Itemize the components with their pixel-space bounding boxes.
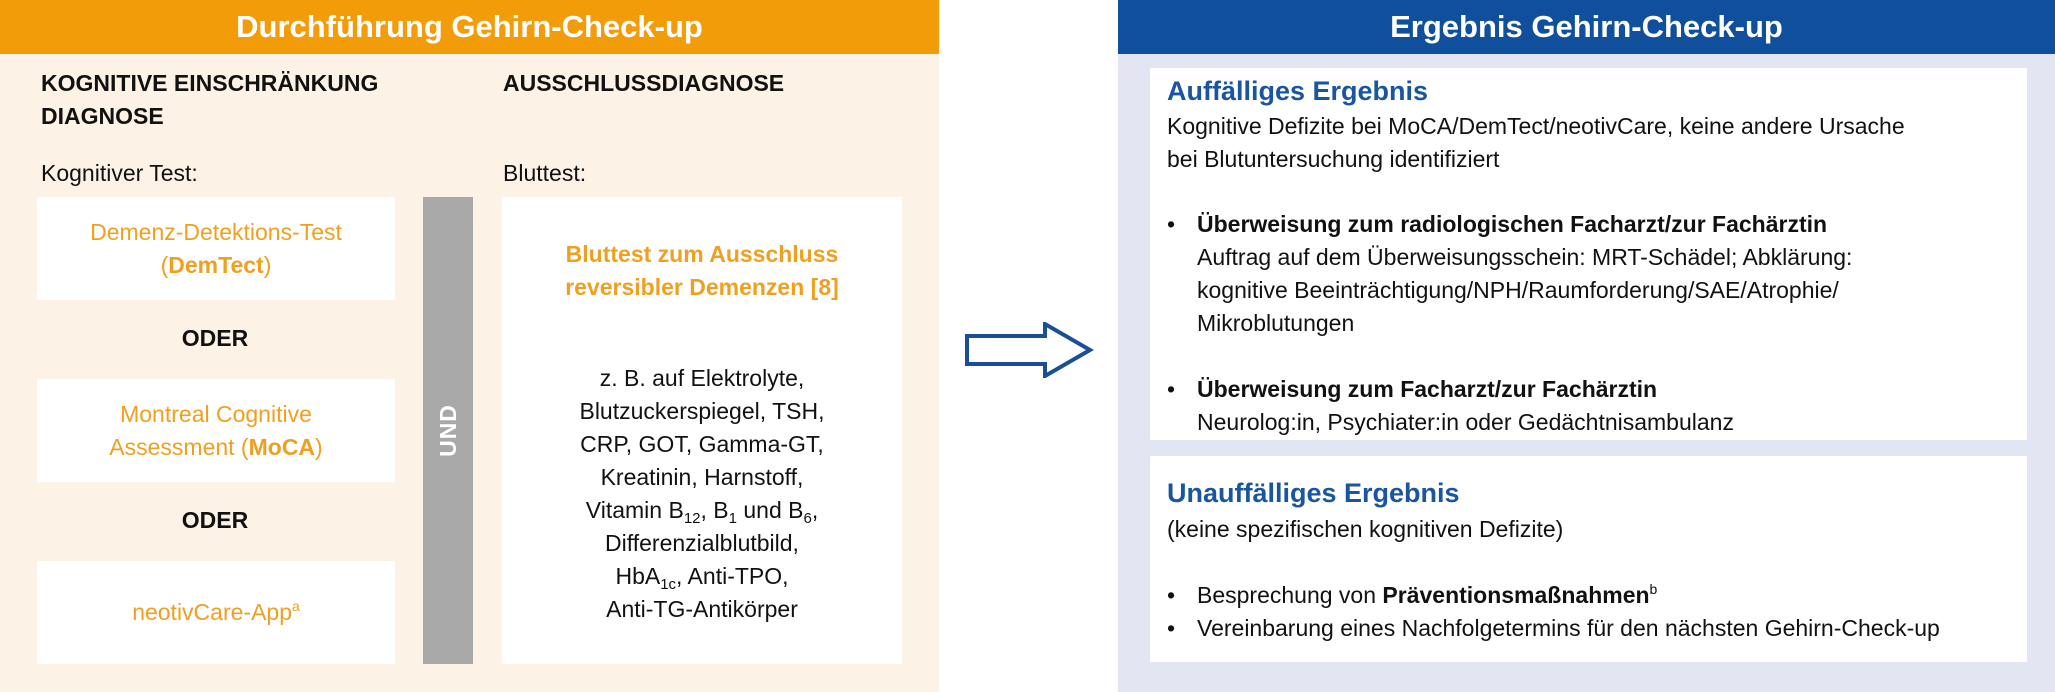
footnote-b: b <box>1649 581 1658 597</box>
bullet-icon: • <box>1167 211 1176 237</box>
blood-test-parameters: z. B. auf Elektrolyte, Blutzuckerspiegel, TSH, CRP, GOT, Gamma-GT, Kreatinin, Harnstoff, Vitamin $B_{12}$, $B_1$ und $B_6$, Differenzialblutbild, HbA$_{1c}$, Anti-TPO, Anti-TG-Antikörper <box>502 362 902 626</box>
abnormal-result-title: Auffälliges Ergebnis <box>1167 76 1429 106</box>
demtect-line2: (DemTect) <box>160 251 272 278</box>
follow-up-item: • Vereinbarung eines Nachfolgetermins für den nächsten Gehirn-Check-up <box>1167 612 2017 645</box>
cognitive-diagnosis-title-line2: DIAGNOSE <box>41 103 164 129</box>
oder-label-1: ODER <box>181 325 249 351</box>
prevention-item: • Besprechung von Präventionsmaßnahmen$^b$ <box>1167 579 2017 612</box>
specialist-referral-item: • Überweisung zum Facharzt/zur Fachärztin Neurolog:in, Psychiater:in oder Gedächtnisambulanz <box>1167 373 2017 439</box>
specialist-referral-title: Überweisung zum Facharzt/zur Fachärztin <box>1197 376 1658 402</box>
radiology-referral-item: • Überweisung zum radiologischen Facharzt/zur Fachärztin Auftrag auf dem Überweisungsschein: MRT-Schädel; Abklärung: kognitive Beeinträchtigung/NPH/Raumforderung/SAE/Atrophie/ Mikroblutungen <box>1167 208 2017 340</box>
neotivcare-text: neotivCare-App$^a$ <box>132 598 300 625</box>
hba1c-line: HbA$_{1c}$, Anti-TPO, <box>615 563 789 593</box>
und-label: UND <box>434 404 461 457</box>
procedure-header: Durchführung Gehirn-Check-up <box>0 0 939 54</box>
demtect-box <box>37 197 395 300</box>
blood-test-label: Bluttest: <box>503 160 587 186</box>
bullet-icon: • <box>1167 376 1176 402</box>
neotivcare-box <box>37 561 395 664</box>
cognitive-diagnosis-title <box>41 67 378 133</box>
vitamin-line: Vitamin $B_{12}$, $B_1$ und $B_6$, <box>585 497 819 527</box>
moca-box <box>37 379 395 482</box>
normal-result-title: Unauffälliges Ergebnis <box>1167 478 1460 508</box>
blood-test-title: Bluttest zum Ausschluss reversibler Demenzen [8] <box>565 241 839 300</box>
bullet-icon: • <box>1167 582 1176 608</box>
moca-line1: Montreal Cognitive <box>120 400 312 427</box>
right-arrow-icon <box>965 322 1095 378</box>
moca-line2: Assessment (MoCA) <box>109 433 323 460</box>
abnormal-result-description: Kognitive Defizite bei MoCA/DemTect/neotivCare, keine andere Ursache bei Blutuntersuchung identifiziert <box>1167 113 1905 172</box>
exclusion-diagnosis-title: AUSSCHLUSSDIAGNOSE <box>503 70 785 96</box>
normal-result-description: (keine spezifischen kognitiven Defizite) <box>1167 516 1564 542</box>
cognitive-test-label: Kognitiver Test: <box>41 160 198 186</box>
oder-label-2: ODER <box>181 507 249 533</box>
result-header: Ergebnis Gehirn-Check-up <box>1118 0 2055 54</box>
demtect-name: DemTect <box>168 251 264 278</box>
cognitive-diagnosis-title-line1: KOGNITIVE EINSCHRÄNKUNG <box>41 70 379 96</box>
footnote-a: a <box>292 598 300 614</box>
bullet-icon: • <box>1167 615 1176 641</box>
radiology-referral-title: Überweisung zum radiologischen Facharzt/zur Fachärztin <box>1197 211 1828 237</box>
prevention-measures: Präventionsmaßnahmen <box>1382 582 1650 608</box>
moca-name: MoCA <box>248 433 316 460</box>
demtect-line1: Demenz-Detektions-Test <box>90 218 342 245</box>
und-connector-bar <box>423 197 473 664</box>
